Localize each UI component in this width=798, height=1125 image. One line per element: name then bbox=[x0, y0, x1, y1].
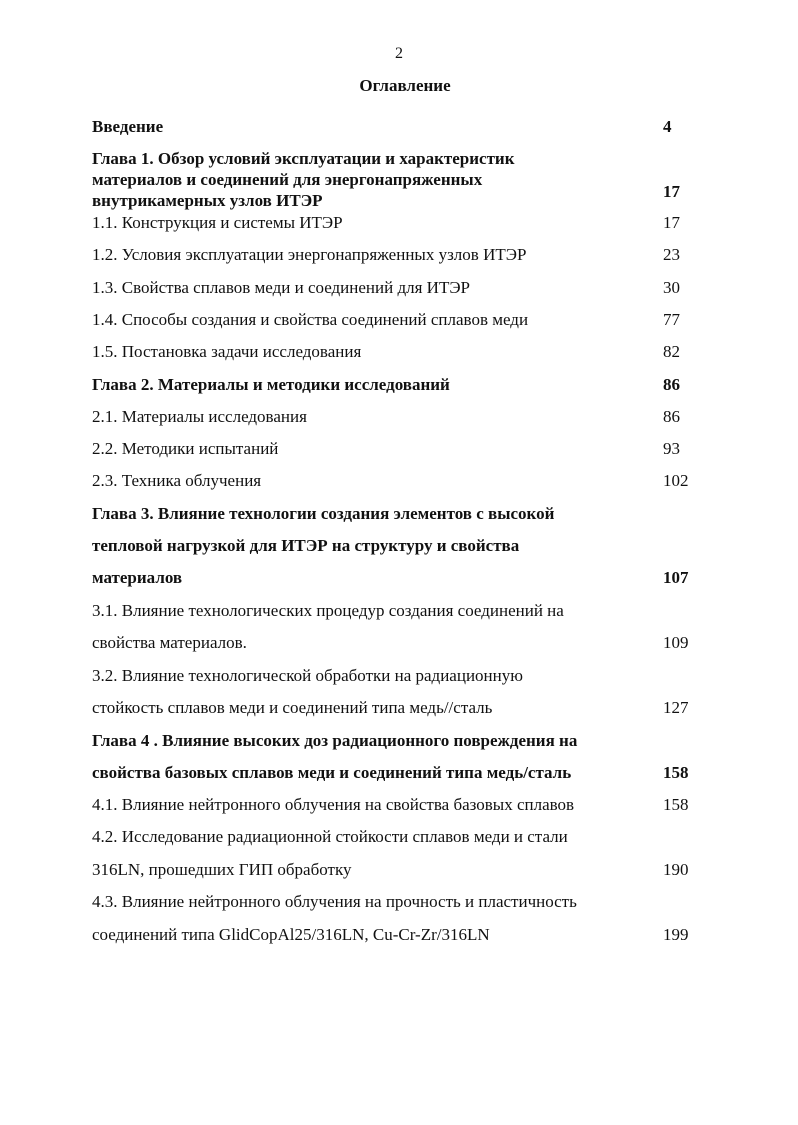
toc-entry-page-number: 86 bbox=[663, 407, 680, 426]
toc-entry-line: 4.3. Влияние нейтронного облучения на прочность и пластичность bbox=[92, 892, 577, 911]
toc-entry-line: Глава 3. Влияние технологии создания элементов с высокой bbox=[92, 504, 555, 523]
toc-entry-line: внутрикамерных узлов ИТЭР bbox=[92, 191, 323, 210]
toc-entry-line: 1.3. Свойства сплавов меди и соединений для ИТЭР bbox=[92, 278, 471, 297]
toc-entry-line: 4.1. Влияние нейтронного облучения на свойства базовых сплавов bbox=[92, 795, 575, 814]
toc-entry-line: 2.3. Техника облучения bbox=[92, 471, 262, 490]
toc-entry-line: соединений типа GlidCopAl25/316LN, Cu-Cr-Zr/316LN bbox=[92, 925, 490, 944]
toc-entry-page-number: 158 bbox=[663, 763, 689, 782]
toc-entry-page-number: 109 bbox=[663, 633, 689, 652]
toc-entry-page-number: 4 bbox=[663, 117, 672, 136]
toc-entry-page-number: 17 bbox=[663, 182, 680, 201]
toc-entry-line: 1.1. Конструкция и системы ИТЭР bbox=[92, 213, 343, 232]
toc-entry-line: Глава 2. Материалы и методики исследований bbox=[92, 375, 450, 394]
toc-entry-page-number: 86 bbox=[663, 375, 680, 394]
toc-entry-page-number: 107 bbox=[663, 568, 689, 587]
toc-entry-line: Глава 4 . Влияние высоких доз радиационного повреждения на bbox=[92, 731, 578, 750]
toc-entry-line: 1.5. Постановка задачи исследования bbox=[92, 342, 362, 361]
toc-entry-page-number: 77 bbox=[663, 310, 680, 329]
toc-entry-line: материалов bbox=[92, 568, 183, 587]
toc-entry-page-number: 127 bbox=[663, 698, 689, 717]
toc-entry-line: 1.2. Условия эксплуатации энергонапряженных узлов ИТЭР bbox=[92, 245, 527, 264]
toc-entry-line: материалов и соединений для энергонапряженных bbox=[92, 170, 483, 189]
toc-entry-page-number: 30 bbox=[663, 278, 680, 297]
toc-entry-line: 316LN, прошедших ГИП обработку bbox=[92, 860, 352, 879]
toc-entry-line: свойства материалов. bbox=[92, 633, 247, 652]
toc-title: Оглавление bbox=[359, 76, 451, 95]
toc-entry-line: 3.1. Влияние технологических процедур создания соединений на bbox=[92, 601, 564, 620]
toc-entry-page-number: 23 bbox=[663, 245, 680, 264]
toc-entry-line: тепловой нагрузкой для ИТЭР на структуру и свойства bbox=[92, 536, 520, 555]
toc-entry-line: 1.4. Способы создания и свойства соединений сплавов меди bbox=[92, 310, 529, 329]
toc-entry-page-number: 158 bbox=[663, 795, 689, 814]
toc-entry-page-number: 102 bbox=[663, 471, 689, 490]
toc-entry-line: свойства базовых сплавов меди и соединений типа медь/сталь bbox=[92, 763, 572, 782]
toc-entry-page-number: 17 bbox=[663, 213, 680, 232]
toc-entry-page-number: 199 bbox=[663, 925, 689, 944]
toc-entry-line: 2.1. Материалы исследования bbox=[92, 407, 307, 426]
toc-entry-line: 2.2. Методики испытаний bbox=[92, 439, 279, 458]
toc-entry-line: Глава 1. Обзор условий эксплуатации и характеристик bbox=[92, 149, 515, 168]
toc-entry-line: 3.2. Влияние технологической обработки на радиационную bbox=[92, 666, 523, 685]
toc-entry-line: Введение bbox=[92, 117, 164, 136]
page-number: 2 bbox=[395, 45, 403, 62]
toc-entry-page-number: 82 bbox=[663, 342, 680, 361]
toc-entry-line: стойкость сплавов меди и соединений типа медь//сталь bbox=[92, 698, 493, 717]
toc-entry-page-number: 190 bbox=[663, 860, 689, 879]
toc-entry-line: 4.2. Исследование радиационной стойкости сплавов меди и стали bbox=[92, 827, 568, 846]
toc-entry-page-number: 93 bbox=[663, 439, 680, 458]
